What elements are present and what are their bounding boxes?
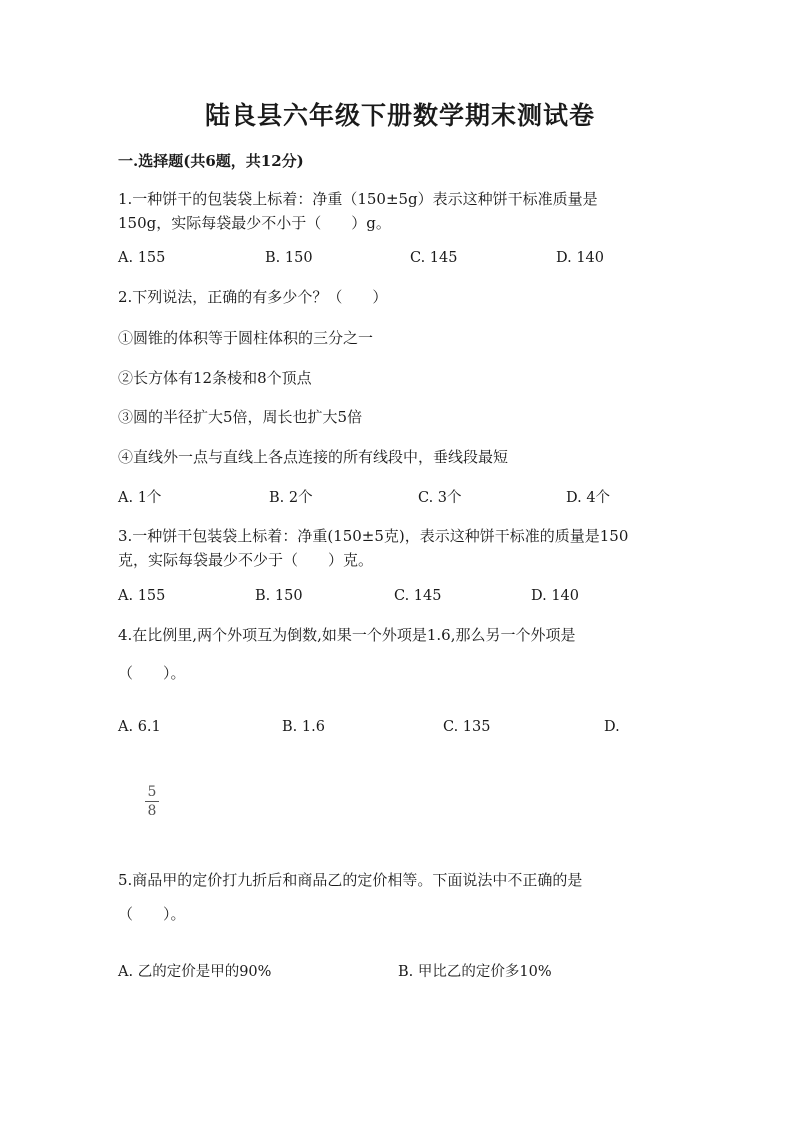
q3-stem-line2: 克，实际每袋最少不少于（ ）克。 bbox=[118, 551, 374, 569]
q3-option-b: B. 150 bbox=[255, 588, 303, 604]
q5-stem-line2: （ ）。 bbox=[118, 905, 186, 923]
q5-stem-line1: 5.商品甲的定价打九折后和商品乙的定价相等。下面说法中不正确的是 bbox=[118, 871, 583, 889]
section-heading: 一.选择题(共6题，共12分) bbox=[118, 152, 304, 170]
q2-statement-2: ②长方体有12条棱和8个顶点 bbox=[118, 369, 312, 387]
q1-option-b: B. 150 bbox=[265, 250, 313, 266]
q2-statement-4: ④直线外一点与直线上各点连接的所有线段中，垂线段最短 bbox=[118, 448, 509, 466]
q4-option-a: A. 6.1 bbox=[118, 719, 161, 735]
q2-option-a: A. 1个 bbox=[118, 490, 162, 506]
q1-option-c: C. 145 bbox=[410, 250, 458, 266]
q4-option-b: B. 1.6 bbox=[282, 719, 325, 735]
q1-stem-line2: 150g，实际每袋最少不小于（ ）g。 bbox=[118, 214, 391, 232]
q2-statement-1: ①圆锥的体积等于圆柱体积的三分之一 bbox=[118, 329, 374, 347]
q2-stem: 2.下列说法，正确的有多少个？（ ） bbox=[118, 288, 388, 306]
fraction-denominator: 8 bbox=[147, 803, 157, 819]
q3-stem-line1: 3.一种饼干包装袋上标着：净重(150±5克)，表示这种饼干标准的质量是150 bbox=[118, 527, 629, 545]
q4-stem-line1: 4.在比例里,两个外项互为倒数,如果一个外项是1.6,那么另一个外项是 bbox=[118, 626, 576, 644]
q2-option-d: D. 4个 bbox=[566, 490, 611, 506]
q1-option-a: A. 155 bbox=[118, 250, 166, 266]
q2-statement-3: ③圆的半径扩大5倍，周长也扩大5倍 bbox=[118, 408, 363, 426]
q2-option-b: B. 2个 bbox=[269, 490, 313, 506]
q4-option-c: C. 135 bbox=[443, 719, 491, 735]
q5-option-a: A. 乙的定价是甲的90% bbox=[118, 964, 272, 980]
q1-stem-line1: 1.一种饼干的包装袋上标着：净重（150±5g）表示这种饼干标准质量是 bbox=[118, 190, 598, 208]
q5-option-b: B. 甲比乙的定价多10% bbox=[398, 964, 552, 980]
q3-option-d: D. 140 bbox=[531, 588, 580, 604]
q4-stem-line2: （ ）。 bbox=[118, 664, 186, 682]
q3-option-a: A. 155 bbox=[118, 588, 166, 604]
exam-title: 陆良县六年级下册数学期末测试卷 bbox=[204, 101, 595, 130]
q4-option-d-fraction bbox=[145, 784, 159, 819]
q2-option-c: C. 3个 bbox=[418, 490, 462, 506]
fraction-numerator: 5 bbox=[145, 784, 159, 802]
q4-option-d: D. bbox=[604, 719, 620, 735]
q3-option-c: C. 145 bbox=[394, 588, 442, 604]
q1-option-d: D. 140 bbox=[556, 250, 605, 266]
